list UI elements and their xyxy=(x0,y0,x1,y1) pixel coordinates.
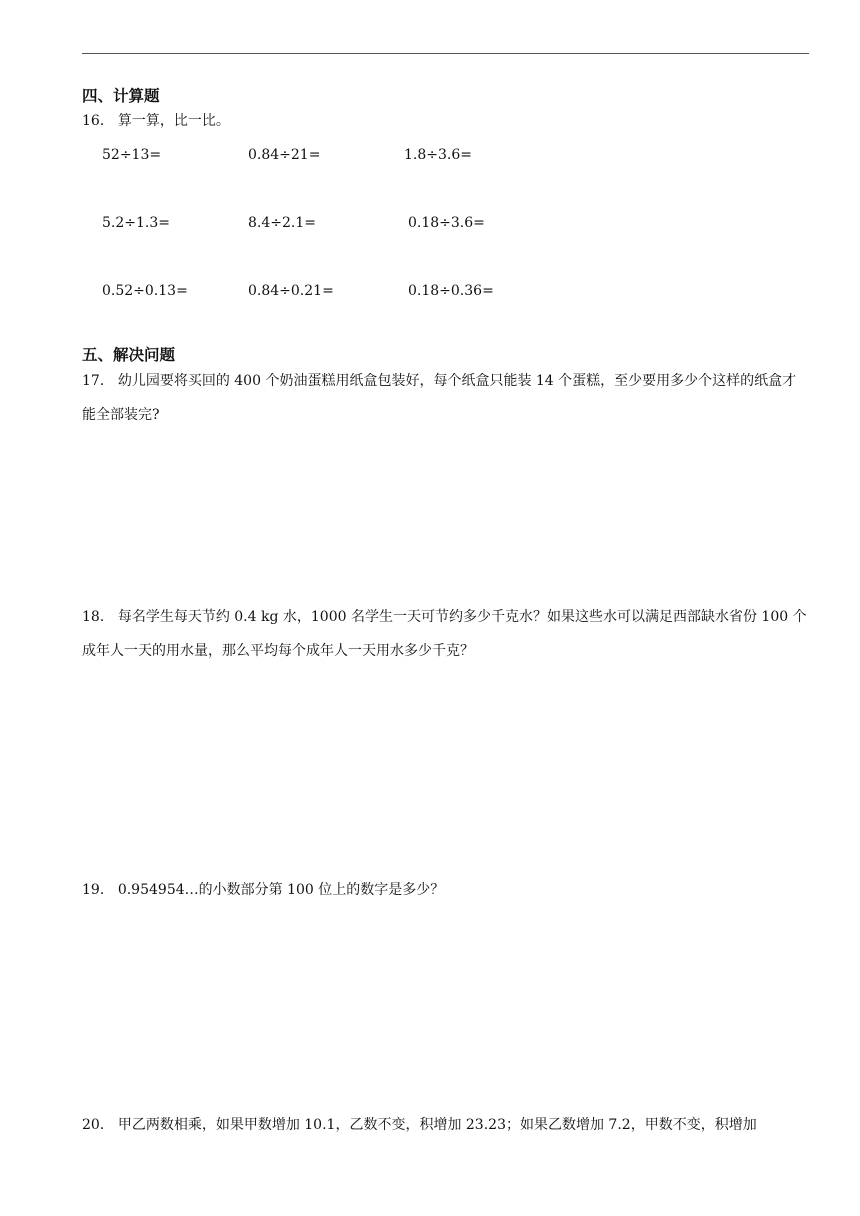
calc-item: 1.8÷3.6= xyxy=(404,147,472,163)
question-text: 甲乙两数相乘，如果甲数增加 10.1，乙数不变，积增加 23.23；如果乙数增加 7.2，甲数不变，积增加 xyxy=(117,1117,757,1133)
question-number: 18． xyxy=(82,609,114,625)
question-number: 20． xyxy=(82,1117,114,1133)
calc-item: 8.4÷2.1= xyxy=(248,215,316,231)
question-16 xyxy=(82,104,810,138)
question-17 xyxy=(82,364,810,432)
calc-item: 0.18÷0.36= xyxy=(408,283,494,299)
header-rule xyxy=(82,53,809,54)
calc-item: 0.52÷0.13= xyxy=(102,283,188,299)
question-text: 幼儿园要将买回的 400 个奶油蛋糕用纸盒包装好，每个纸盒只能装 14 个蛋糕，至少要用多少个这样的纸盒才能全部装完? xyxy=(82,373,797,423)
calc-item: 5.2÷1.3= xyxy=(102,215,170,231)
question-19 xyxy=(82,873,810,907)
section-title-problem-solving: 五、解决问题 xyxy=(82,346,176,364)
question-number: 19． xyxy=(82,882,114,898)
calc-item: 0.18÷3.6= xyxy=(408,215,485,231)
question-20 xyxy=(82,1108,810,1142)
question-18 xyxy=(82,600,810,668)
calc-item: 0.84÷21= xyxy=(248,147,321,163)
question-number: 16． xyxy=(82,113,114,129)
question-text: 每名学生每天节约 0.4 kg 水，1000 名学生一天可节约多少千克水？如果这些水可以满足西部缺水省份 100 个成年人一天的用水量，那么平均每个成年人一天用水多少千克？ xyxy=(82,609,807,659)
calc-item: 52÷13= xyxy=(102,147,162,163)
section-title-calculation: 四、计算题 xyxy=(82,87,160,105)
question-text: 算一算，比一比。 xyxy=(117,113,230,129)
question-text: 0.954954…的小数部分第 100 位上的数字是多少？ xyxy=(117,882,445,898)
calc-item: 0.84÷0.21= xyxy=(248,283,334,299)
question-number: 17． xyxy=(82,373,114,389)
